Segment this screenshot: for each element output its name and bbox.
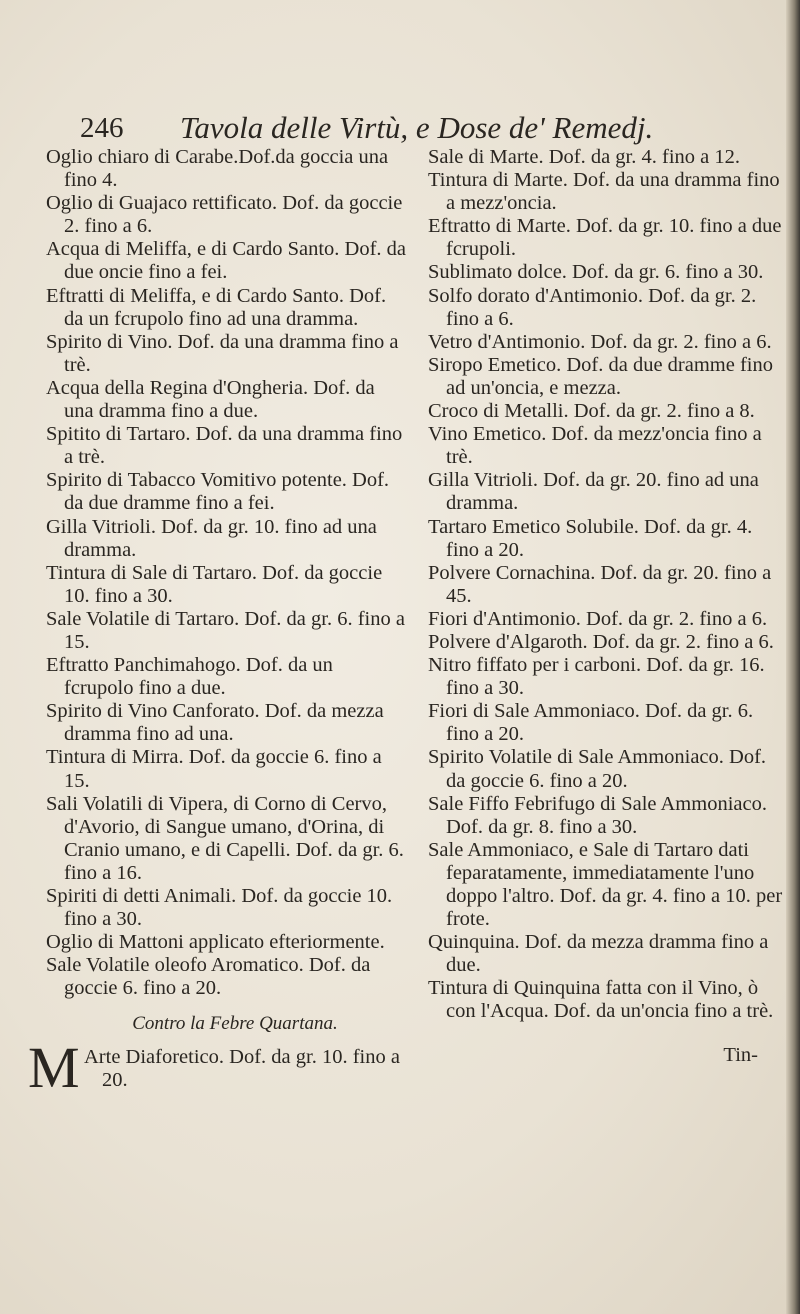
- catchword: Tin-: [723, 1044, 758, 1067]
- remedy-entry: Eftratto di Marte. Dof. da gr. 10. fino a due fcrupoli.: [428, 215, 782, 261]
- left-column: [28, 146, 406, 1100]
- remedy-entry: Quinquina. Dof. da mezza dramma fino a due.: [428, 931, 769, 977]
- page-number: 246: [80, 112, 124, 144]
- remedy-entry: Oglio di Mattoni applicato efteriormente.: [46, 931, 385, 954]
- remedy-entry: Nitro fiffato per i carboni. Dof. da gr. 16. fino a 30.: [428, 654, 765, 700]
- remedy-entry: Vino Emetico. Dof. da mezz'oncia fino a trè.: [428, 423, 762, 469]
- remedy-entry: Spiriti di detti Animali. Dof. da goccie 10. fino a 30.: [46, 885, 393, 931]
- remedy-entry: Gilla Vitrioli. Dof. da gr. 20. fino ad una dramma.: [428, 469, 759, 515]
- remedy-entry: Oglio chiaro di Carabe.Dof.da goccia una fino 4.: [46, 146, 389, 192]
- remedy-entry: Siropo Emetico. Dof. da due dramme fino ad un'oncia, e mezza.: [428, 353, 773, 399]
- remedy-entry: Acqua di Meliffa, e di Cardo Santo. Dof. da due oncie fino a fei.: [46, 238, 406, 284]
- remedy-entry: Spirito Volatile di Sale Ammoniaco. Dof. da goccie 6. fino a 20.: [428, 746, 767, 792]
- page-header: [80, 108, 730, 148]
- remedy-entry: Tartaro Emetico Solubile. Dof. da gr. 4. fino a 20.: [428, 515, 753, 561]
- remedy-entry: Tintura di Marte. Dof. da una dramma fino a mezz'oncia.: [428, 169, 780, 215]
- remedy-entry: Spirito di Vino Canforato. Dof. da mezza dramma fino ad una.: [46, 700, 384, 746]
- remedy-entry: Sale di Marte. Dof. da gr. 4. fino a 12.: [428, 146, 740, 168]
- remedy-entry: Gilla Vitrioli. Dof. da gr. 10. fino ad una dramma.: [46, 515, 377, 561]
- remedy-entry: Fiori d'Antimonio. Dof. da gr. 2. fino a 6.: [428, 607, 768, 630]
- remedy-entry: Spirito di Tabacco Vomitivo potente. Dof. da due dramme fino a fei.: [46, 469, 390, 515]
- remedy-entry: Sublimato dolce. Dof. da gr. 6. fino a 30.: [428, 261, 764, 284]
- remedy-entry: Sale Fiffo Febrifugo di Sale Ammoniaco. Dof. da gr. 8. fino a 30.: [428, 792, 767, 838]
- dropcap-entry-text: Arte Diaforetico. Dof. da gr. 10. fino a 20.: [84, 1045, 400, 1091]
- remedy-entry: Eftratti di Meliffa, e di Cardo Santo. Dof. da un fcrupolo fino ad una dramma.: [46, 284, 387, 330]
- remedy-entry: Vetro d'Antimonio. Dof. da gr. 2. fino a 6.: [428, 330, 772, 353]
- remedy-entry: Spirito di Vino. Dof. da una dramma fino a trè.: [46, 330, 399, 376]
- remedy-entry: Oglio di Guajaco rettificato. Dof. da goccie 2. fino a 6.: [46, 192, 403, 238]
- remedy-entry: Sale Volatile oleofo Aromatico. Dof. da goccie 6. fino a 20.: [46, 954, 371, 1000]
- remedy-entry: Eftratto Panchimahogo. Dof. da un fcrupolo fino a due.: [46, 654, 333, 700]
- remedy-entry: Croco di Metalli. Dof. da gr. 2. fino a 8.: [428, 400, 755, 423]
- remedy-entry: Polvere d'Algaroth. Dof. da gr. 2. fino a 6.: [428, 630, 774, 653]
- drop-cap: M: [28, 1034, 80, 1100]
- remedy-entry: Sale Ammoniaco, e Sale di Tartaro dati feparatamente, immediatamente l'uno doppo l'altro. Dof. da gr. 4. fino a 10. per frote.: [428, 838, 783, 931]
- remedy-entry: Polvere Cornachina. Dof. da gr. 20. fino a 45.: [428, 561, 772, 607]
- remedy-entry: Acqua della Regina d'Ongheria. Dof. da una dramma fino a due.: [46, 376, 375, 423]
- remedy-entry: Tintura di Mirra. Dof. da goccie 6. fino a 15.: [46, 746, 382, 792]
- page-edge-shadow: [786, 0, 800, 1314]
- page-title: Tavola delle Virtù, e Dose de' Remedj.: [180, 110, 654, 145]
- dropcap-entry: [28, 1034, 406, 1100]
- remedy-entry: Sale Volatile di Tartaro. Dof. da gr. 6. fino a 15.: [46, 607, 405, 653]
- remedy-entry: Spitito di Tartaro. Dof. da una dramma fino a trè.: [46, 423, 403, 469]
- right-column: [428, 146, 788, 1088]
- remedy-entry: Sali Volatili di Vipera, di Corno di Cervo, d'Avorio, di Sangue umano, d'Orina, di Cranio umano, e di Capelli. Dof. da gr. 6. fino a 16.: [46, 792, 404, 884]
- remedy-entry: Tintura di Quinquina fatta con il Vino, ò con l'Acqua. Dof. da un'oncia fino a trè.: [428, 977, 774, 1023]
- remedy-entry: Tintura di Sale di Tartaro. Dof. da goccie 10. fino a 30.: [46, 561, 383, 607]
- remedy-entry: Fiori di Sale Ammoniaco. Dof. da gr. 6. fino a 20.: [428, 700, 754, 746]
- remedy-entry: Solfo dorato d'Antimonio. Dof. da gr. 2. fino a 6.: [428, 284, 757, 330]
- section-heading: Contro la Febre Quartana.: [132, 1013, 338, 1035]
